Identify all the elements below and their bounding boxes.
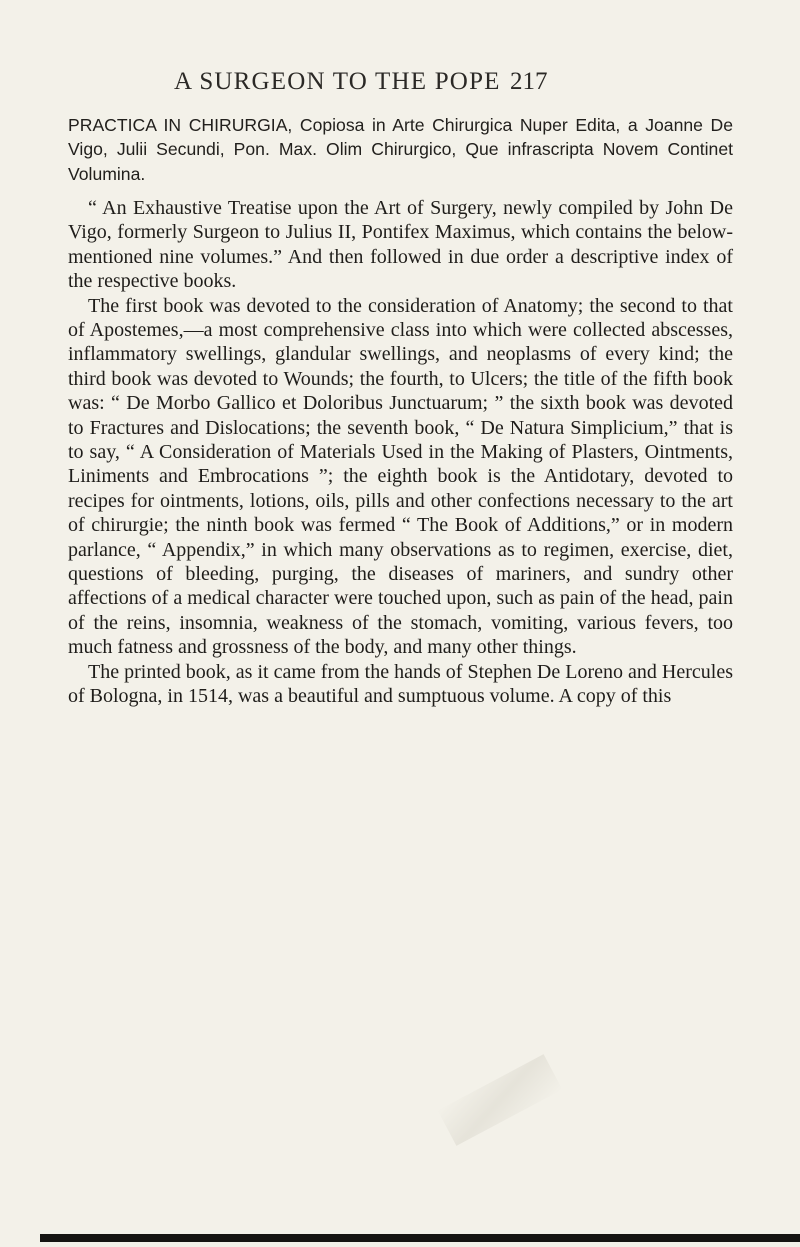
page-edge-shadow xyxy=(40,1234,800,1242)
paragraph-printed-book: The printed book, as it came from the hands of Stephen De Loreno and Hercules of Bologna, in 1514, was a beautiful and sumptuous volume. A copy of this xyxy=(68,660,733,708)
running-head xyxy=(0,68,800,104)
body-text xyxy=(68,113,733,708)
page-number: 217 xyxy=(510,68,548,95)
paragraph-translation: “ An Exhaustive Treatise upon the Art of Surgery, newly compiled by John De Vigo, formerly Surgeon to Julius II, Pontifex Maximus, which contains the below-mentioned nine volumes.” And then followed in due order a descriptive index of the respective books. xyxy=(68,196,733,293)
paragraph-book-contents: The first book was devoted to the consideration of Anatomy; the second to that of Apostemes,—a most comprehensive class into which were collected abscesses, inflammatory swellings, glandular swellings, and neoplasms of every kind; the third book was devoted to Wounds; the fourth, to Ulcers; the title of the fifth book was: “ De Morbo Gallico et Doloribus Junctuarum; ” the sixth book was devoted to Fractures and Dislocations; the seventh book, “ De Natura Simplicium,” that is to say, “ A Consideration of Materials Used in the Making of Plasters, Ointments, Liniments and Embrocations ”; the eighth book is the Antidotary, devoted to recipes for ointments, lotions, oils, pills and other confections necessary to the art of chirurgie; the ninth book was fermed “ The Book of Additions,” or in modern parlance, “ Appendix,” in which many observations as to regimen, exercise, diet, questions of bleeding, purging, the diseases of mariners, and sundry other affections of a medical character were touched upon, such as pain of the head, pain of the reins, insomnia, weakness of the stomach, vomiting, various fevers, too much fatness and grossness of the body, and many other things. xyxy=(68,294,733,659)
running-title: A SURGEON TO THE POPE xyxy=(174,68,501,95)
latin-book-title: PRACTICA IN CHIRURGIA, Copiosa in Arte Chirurgica Nuper Edita, a Joanne De Vigo, Julii Secundi, Pon. Max. Olim Chirurgico, Que infrascripta Novem Continet Volumina. xyxy=(68,115,733,184)
paper-stain xyxy=(438,1054,563,1146)
